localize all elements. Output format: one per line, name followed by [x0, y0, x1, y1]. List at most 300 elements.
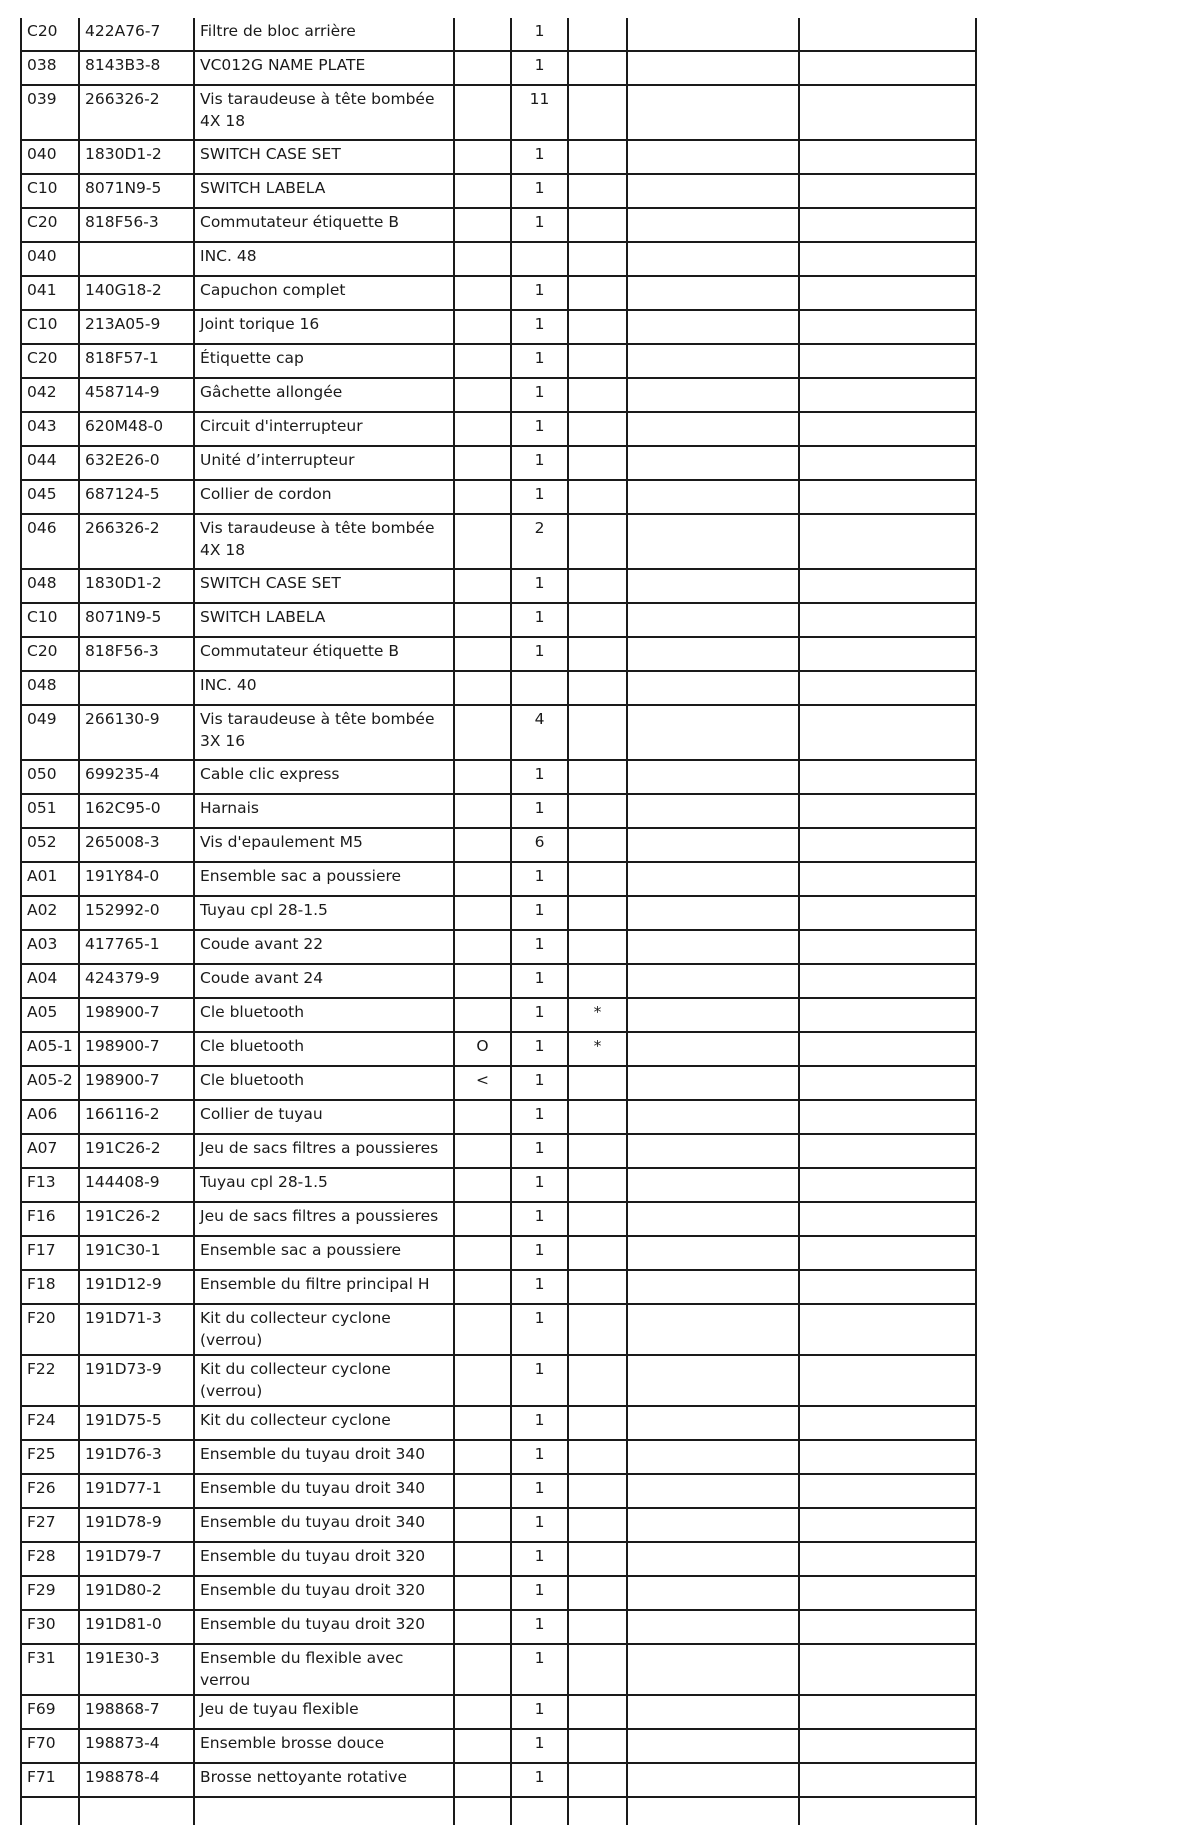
blank-cell [627, 637, 799, 671]
parts-table [20, 18, 977, 1825]
blank-cell [627, 1474, 799, 1508]
note-cell [568, 1202, 627, 1236]
item-number-cell: 049 [21, 705, 79, 760]
parts-table-body [21, 18, 976, 1825]
note-cell [568, 1695, 627, 1729]
description-cell: Étiquette cap [194, 344, 454, 378]
marker-cell [454, 828, 511, 862]
table-row [21, 480, 976, 514]
quantity-cell: 1 [511, 1168, 568, 1202]
note-cell [568, 862, 627, 896]
part-code-cell: 198900-7 [79, 1032, 194, 1066]
note-cell [568, 1236, 627, 1270]
item-number-cell: 038 [21, 51, 79, 85]
quantity-cell: 1 [511, 18, 568, 51]
blank-cell [799, 174, 976, 208]
item-number-cell: F71 [21, 1763, 79, 1797]
note-cell [568, 276, 627, 310]
blank-cell [627, 1729, 799, 1763]
blank-cell [627, 514, 799, 569]
blank-cell [799, 480, 976, 514]
table-row [21, 514, 976, 569]
blank-cell [627, 1304, 799, 1355]
blank-cell [799, 1134, 976, 1168]
description-cell: Ensemble brosse douce [194, 1729, 454, 1763]
quantity-cell: 1 [511, 1763, 568, 1797]
part-code-cell: 191D76-3 [79, 1440, 194, 1474]
note-cell [568, 1440, 627, 1474]
description-cell: Jeu de sacs filtres a poussieres [194, 1134, 454, 1168]
marker-cell [454, 705, 511, 760]
blank-cell [799, 1542, 976, 1576]
part-code-cell: 191D77-1 [79, 1474, 194, 1508]
blank-cell [799, 344, 976, 378]
item-number-cell: 040 [21, 242, 79, 276]
item-number-cell: F70 [21, 1729, 79, 1763]
note-cell [568, 1542, 627, 1576]
note-cell [568, 480, 627, 514]
marker-cell [454, 1508, 511, 1542]
marker-cell [454, 1474, 511, 1508]
note-cell [568, 344, 627, 378]
part-code-cell: 140G18-2 [79, 276, 194, 310]
marker-cell [454, 1100, 511, 1134]
blank-cell [799, 1440, 976, 1474]
table-row [21, 964, 976, 998]
item-number-cell: F30 [21, 1610, 79, 1644]
blank-cell [799, 1168, 976, 1202]
note-cell [568, 828, 627, 862]
part-code-cell: 417765-1 [79, 930, 194, 964]
blank-cell [799, 208, 976, 242]
blank-cell [799, 514, 976, 569]
note-cell [568, 930, 627, 964]
blank-cell [627, 1763, 799, 1797]
marker-cell [454, 1304, 511, 1355]
description-cell: Ensemble du filtre principal H [194, 1270, 454, 1304]
quantity-cell: 1 [511, 637, 568, 671]
marker-cell [454, 310, 511, 344]
item-number-cell: 043 [21, 412, 79, 446]
note-cell [568, 446, 627, 480]
blank-cell [799, 1695, 976, 1729]
blank-cell [799, 1236, 976, 1270]
part-code-cell: 191C26-2 [79, 1202, 194, 1236]
item-number-cell: 041 [21, 276, 79, 310]
item-number-cell: C20 [21, 344, 79, 378]
part-code-cell [79, 1797, 194, 1825]
note-cell [568, 514, 627, 569]
description-cell: Cle bluetooth [194, 1066, 454, 1100]
note-cell [568, 637, 627, 671]
blank-cell [627, 1100, 799, 1134]
note-cell [568, 1797, 627, 1825]
note-cell [568, 1644, 627, 1695]
quantity-cell: 1 [511, 1270, 568, 1304]
part-code-cell [79, 671, 194, 705]
item-number-cell: 039 [21, 85, 79, 140]
table-row [21, 998, 976, 1032]
blank-cell [627, 242, 799, 276]
description-cell: Brosse nettoyante rotative [194, 1763, 454, 1797]
description-cell: Ensemble sac a poussiere [194, 862, 454, 896]
marker-cell [454, 242, 511, 276]
blank-cell [799, 1644, 976, 1695]
blank-cell [799, 1355, 976, 1406]
part-code-cell: 191D12-9 [79, 1270, 194, 1304]
quantity-cell [511, 671, 568, 705]
table-row [21, 1304, 976, 1355]
part-code-cell: 213A05-9 [79, 310, 194, 344]
table-row [21, 18, 976, 51]
blank-cell [799, 412, 976, 446]
description-cell: INC. 40 [194, 671, 454, 705]
blank-cell [799, 862, 976, 896]
blank-cell [627, 1695, 799, 1729]
description-cell: Filtre de bloc arrière [194, 18, 454, 51]
quantity-cell [511, 242, 568, 276]
quantity-cell: 1 [511, 140, 568, 174]
blank-cell [627, 208, 799, 242]
blank-cell [627, 828, 799, 862]
part-code-cell: 266326-2 [79, 514, 194, 569]
description-cell: SWITCH CASE SET [194, 140, 454, 174]
blank-cell [799, 446, 976, 480]
note-cell [568, 1134, 627, 1168]
quantity-cell: 1 [511, 174, 568, 208]
note-cell [568, 242, 627, 276]
quantity-cell: 1 [511, 1066, 568, 1100]
description-cell: Jeu de tuyau flexible [194, 1695, 454, 1729]
blank-cell [799, 828, 976, 862]
blank-cell [627, 1610, 799, 1644]
marker-cell [454, 1542, 511, 1576]
note-cell [568, 174, 627, 208]
quantity-cell: 1 [511, 276, 568, 310]
blank-cell [799, 1202, 976, 1236]
description-cell: Ensemble du tuyau droit 320 [194, 1576, 454, 1610]
item-number-cell: A02 [21, 896, 79, 930]
item-number-cell: 048 [21, 569, 79, 603]
item-number-cell: F17 [21, 1236, 79, 1270]
description-cell: Coude avant 24 [194, 964, 454, 998]
blank-cell [627, 51, 799, 85]
item-number-cell: F25 [21, 1440, 79, 1474]
blank-cell [799, 1797, 976, 1825]
blank-cell [799, 603, 976, 637]
note-cell: * [568, 998, 627, 1032]
table-row [21, 1610, 976, 1644]
quantity-cell: 1 [511, 378, 568, 412]
blank-cell [627, 1066, 799, 1100]
blank-cell [627, 276, 799, 310]
description-cell [194, 1797, 454, 1825]
description-cell: Cle bluetooth [194, 1032, 454, 1066]
quantity-cell: 1 [511, 310, 568, 344]
item-number-cell: C10 [21, 603, 79, 637]
part-code-cell: 8071N9-5 [79, 603, 194, 637]
marker-cell [454, 174, 511, 208]
note-cell [568, 1610, 627, 1644]
blank-cell [799, 85, 976, 140]
table-row [21, 1134, 976, 1168]
table-row [21, 1066, 976, 1100]
item-number-cell: F20 [21, 1304, 79, 1355]
description-cell: Ensemble sac a poussiere [194, 1236, 454, 1270]
item-number-cell: F27 [21, 1508, 79, 1542]
table-row [21, 174, 976, 208]
blank-cell [627, 760, 799, 794]
description-cell: Tuyau cpl 28-1.5 [194, 1168, 454, 1202]
blank-cell [799, 569, 976, 603]
quantity-cell: 2 [511, 514, 568, 569]
marker-cell [454, 1236, 511, 1270]
quantity-cell: 1 [511, 964, 568, 998]
item-number-cell: F18 [21, 1270, 79, 1304]
quantity-cell: 1 [511, 412, 568, 446]
item-number-cell: F13 [21, 1168, 79, 1202]
quantity-cell: 4 [511, 705, 568, 760]
marker-cell [454, 514, 511, 569]
blank-cell [799, 1032, 976, 1066]
part-code-cell: 198900-7 [79, 1066, 194, 1100]
note-cell [568, 1729, 627, 1763]
table-row [21, 1032, 976, 1066]
marker-cell [454, 964, 511, 998]
note-cell [568, 18, 627, 51]
note-cell [568, 896, 627, 930]
description-cell: Tuyau cpl 28-1.5 [194, 896, 454, 930]
quantity-cell: 1 [511, 480, 568, 514]
part-code-cell: 191D81-0 [79, 1610, 194, 1644]
description-cell: Ensemble du tuyau droit 340 [194, 1508, 454, 1542]
description-cell: Collier de cordon [194, 480, 454, 514]
description-cell: Commutateur étiquette B [194, 208, 454, 242]
table-row [21, 1576, 976, 1610]
quantity-cell: 6 [511, 828, 568, 862]
table-row [21, 1168, 976, 1202]
quantity-cell: 1 [511, 1406, 568, 1440]
quantity-cell: 1 [511, 1542, 568, 1576]
item-number-cell: A05-2 [21, 1066, 79, 1100]
marker-cell [454, 930, 511, 964]
part-code-cell: 8143B3-8 [79, 51, 194, 85]
item-number-cell: 052 [21, 828, 79, 862]
table-row [21, 828, 976, 862]
marker-cell [454, 569, 511, 603]
item-number-cell: 045 [21, 480, 79, 514]
blank-cell [627, 140, 799, 174]
table-row [21, 1644, 976, 1695]
blank-cell [799, 51, 976, 85]
item-number-cell: F16 [21, 1202, 79, 1236]
note-cell [568, 378, 627, 412]
table-row [21, 1270, 976, 1304]
note-cell [568, 1406, 627, 1440]
quantity-cell: 1 [511, 1134, 568, 1168]
marker-cell [454, 998, 511, 1032]
note-cell [568, 85, 627, 140]
marker-cell [454, 1729, 511, 1763]
part-code-cell: 422A76-7 [79, 18, 194, 51]
blank-cell [627, 18, 799, 51]
table-row [21, 1508, 976, 1542]
note-cell [568, 705, 627, 760]
description-cell: Vis taraudeuse à tête bombée 4X 18 [194, 85, 454, 140]
table-row [21, 1406, 976, 1440]
table-row [21, 1440, 976, 1474]
blank-cell [627, 1542, 799, 1576]
item-number-cell: F28 [21, 1542, 79, 1576]
part-code-cell: 191D80-2 [79, 1576, 194, 1610]
part-code-cell: 162C95-0 [79, 794, 194, 828]
item-number-cell: C20 [21, 208, 79, 242]
description-cell: Commutateur étiquette B [194, 637, 454, 671]
item-number-cell: F31 [21, 1644, 79, 1695]
part-code-cell: 191Y84-0 [79, 862, 194, 896]
blank-cell [799, 1304, 976, 1355]
item-number-cell: 050 [21, 760, 79, 794]
marker-cell [454, 1797, 511, 1825]
part-code-cell: 1830D1-2 [79, 140, 194, 174]
blank-cell [627, 344, 799, 378]
blank-cell [799, 1474, 976, 1508]
marker-cell [454, 1168, 511, 1202]
marker-cell: O [454, 1032, 511, 1066]
blank-cell [627, 1440, 799, 1474]
table-row [21, 208, 976, 242]
description-cell: Vis taraudeuse à tête bombée 4X 18 [194, 514, 454, 569]
description-cell: Kit du collecteur cyclone (verrou) [194, 1304, 454, 1355]
description-cell: Kit du collecteur cyclone (verrou) [194, 1355, 454, 1406]
marker-cell [454, 1610, 511, 1644]
item-number-cell: A07 [21, 1134, 79, 1168]
marker-cell [454, 18, 511, 51]
marker-cell [454, 412, 511, 446]
description-cell: Kit du collecteur cyclone [194, 1406, 454, 1440]
note-cell [568, 1508, 627, 1542]
blank-cell [799, 140, 976, 174]
marker-cell [454, 344, 511, 378]
part-code-cell: 191D71-3 [79, 1304, 194, 1355]
marker-cell [454, 896, 511, 930]
table-row [21, 569, 976, 603]
marker-cell [454, 85, 511, 140]
table-row [21, 140, 976, 174]
table-row [21, 671, 976, 705]
item-number-cell: A05-1 [21, 1032, 79, 1066]
note-cell [568, 760, 627, 794]
blank-cell [799, 1729, 976, 1763]
table-row [21, 705, 976, 760]
table-row [21, 446, 976, 480]
note-cell [568, 310, 627, 344]
marker-cell [454, 1270, 511, 1304]
item-number-cell: A03 [21, 930, 79, 964]
blank-cell [799, 310, 976, 344]
table-row [21, 242, 976, 276]
table-row [21, 412, 976, 446]
note-cell [568, 569, 627, 603]
table-row [21, 1202, 976, 1236]
item-number-cell: A06 [21, 1100, 79, 1134]
description-cell: Coude avant 22 [194, 930, 454, 964]
description-cell: Unité d’interrupteur [194, 446, 454, 480]
blank-cell [799, 1508, 976, 1542]
note-cell [568, 51, 627, 85]
quantity-cell: 1 [511, 1508, 568, 1542]
blank-cell [627, 446, 799, 480]
blank-cell [799, 18, 976, 51]
item-number-cell: 044 [21, 446, 79, 480]
marker-cell [454, 1576, 511, 1610]
part-code-cell: 198873-4 [79, 1729, 194, 1763]
blank-cell [627, 310, 799, 344]
quantity-cell: 1 [511, 569, 568, 603]
item-number-cell: F22 [21, 1355, 79, 1406]
item-number-cell: F29 [21, 1576, 79, 1610]
marker-cell [454, 862, 511, 896]
blank-cell [799, 794, 976, 828]
part-code-cell: 191D73-9 [79, 1355, 194, 1406]
part-code-cell: 265008-3 [79, 828, 194, 862]
blank-cell [627, 1508, 799, 1542]
blank-cell [627, 1202, 799, 1236]
table-row [21, 896, 976, 930]
part-code-cell: 191C30-1 [79, 1236, 194, 1270]
table-row [21, 637, 976, 671]
marker-cell [454, 276, 511, 310]
blank-cell [627, 1406, 799, 1440]
table-row [21, 1355, 976, 1406]
blank-cell [627, 930, 799, 964]
marker-cell [454, 1406, 511, 1440]
marker-cell [454, 1440, 511, 1474]
blank-cell [627, 1644, 799, 1695]
item-number-cell: C20 [21, 18, 79, 51]
blank-cell [627, 1355, 799, 1406]
blank-cell [799, 930, 976, 964]
description-cell: SWITCH LABELA [194, 174, 454, 208]
note-cell: * [568, 1032, 627, 1066]
blank-cell [627, 174, 799, 208]
description-cell: Cle bluetooth [194, 998, 454, 1032]
table-row [21, 1100, 976, 1134]
blank-cell [799, 276, 976, 310]
description-cell: SWITCH LABELA [194, 603, 454, 637]
part-code-cell: 198868-7 [79, 1695, 194, 1729]
note-cell [568, 1304, 627, 1355]
quantity-cell: 1 [511, 51, 568, 85]
note-cell [568, 964, 627, 998]
part-code-cell: 424379-9 [79, 964, 194, 998]
description-cell: Capuchon complet [194, 276, 454, 310]
part-code-cell: 1830D1-2 [79, 569, 194, 603]
quantity-cell: 1 [511, 998, 568, 1032]
blank-cell [799, 1610, 976, 1644]
part-code-cell: 818F56-3 [79, 208, 194, 242]
marker-cell [454, 480, 511, 514]
table-row [21, 344, 976, 378]
blank-cell [799, 671, 976, 705]
marker-cell [454, 208, 511, 242]
quantity-cell: 1 [511, 1610, 568, 1644]
blank-cell [627, 1576, 799, 1610]
item-number-cell: 046 [21, 514, 79, 569]
blank-cell [627, 569, 799, 603]
blank-cell [627, 1797, 799, 1825]
marker-cell [454, 1202, 511, 1236]
